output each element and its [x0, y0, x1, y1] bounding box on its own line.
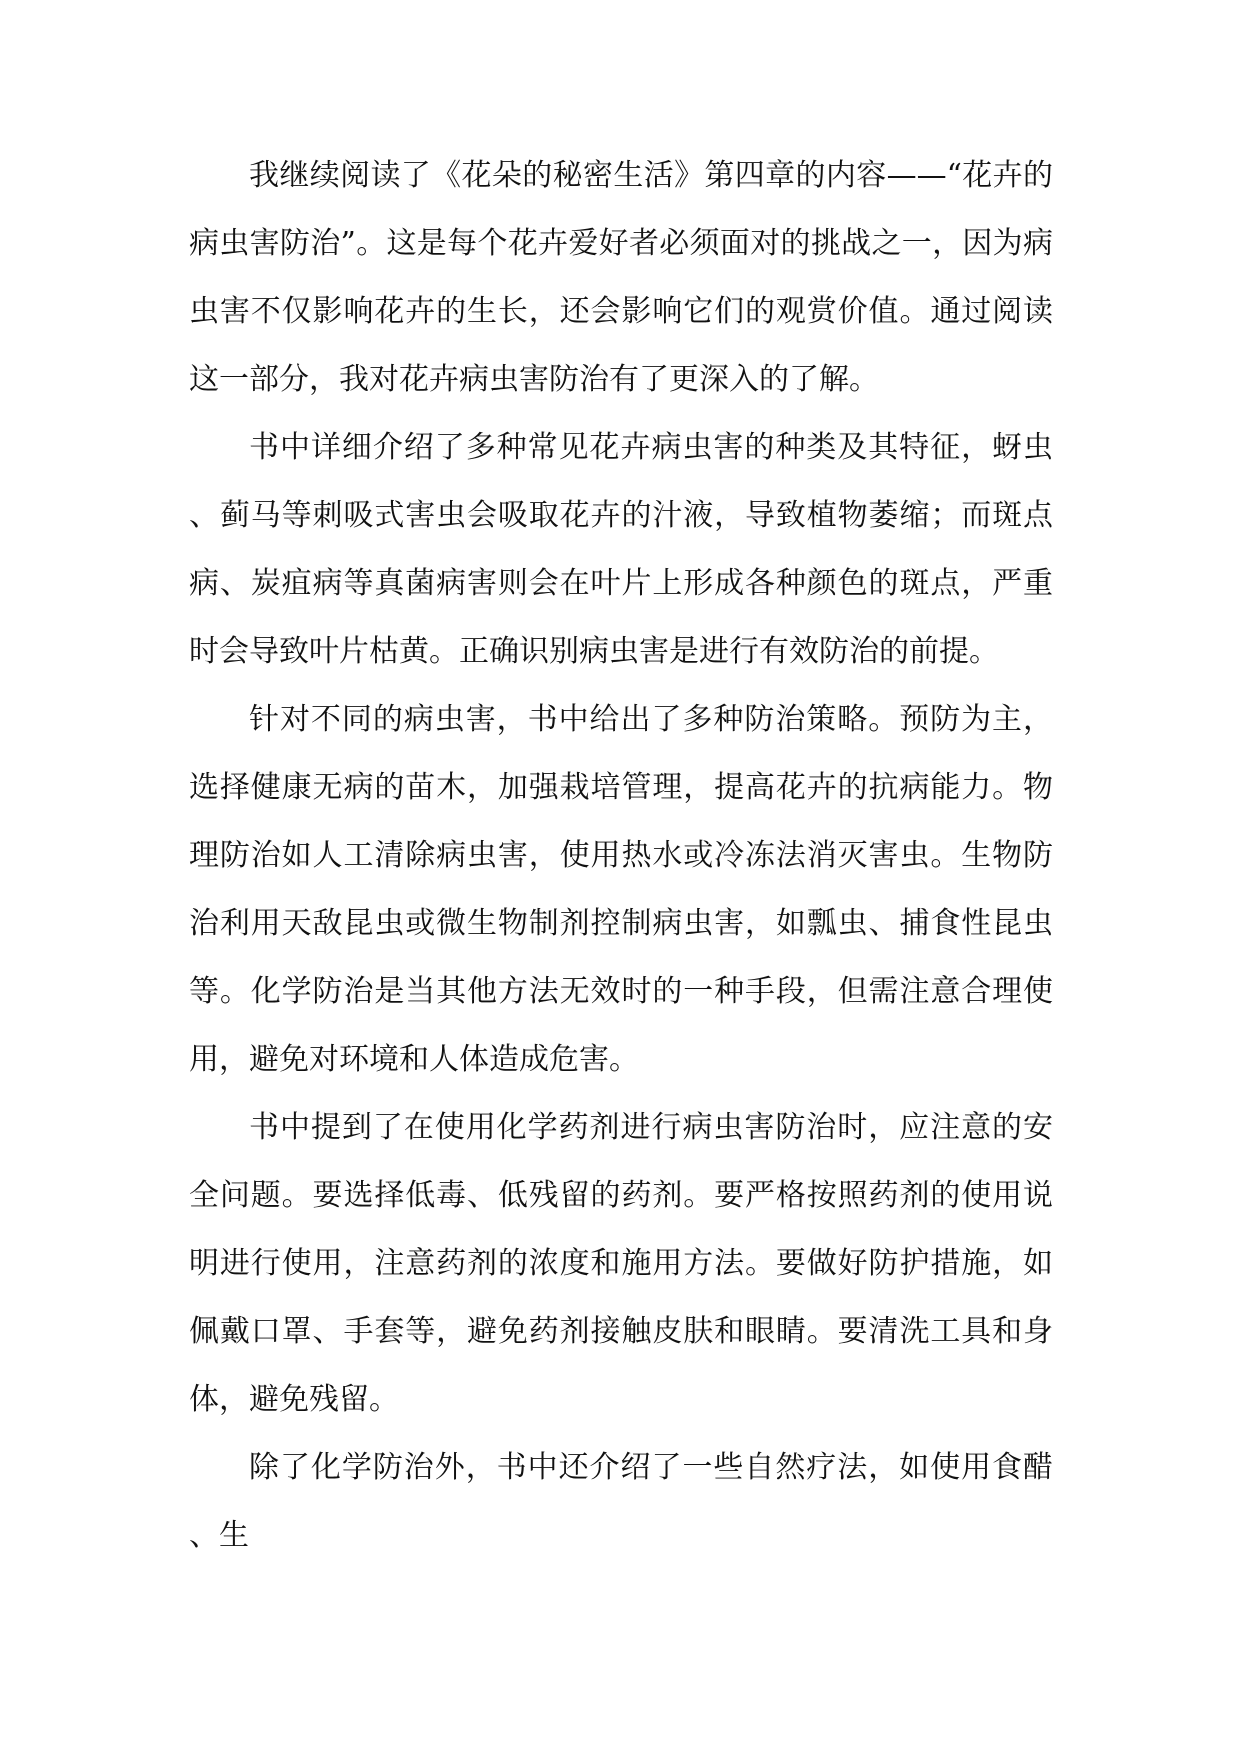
paragraph-1: 我继续阅读了《花朵的秘密生活》第四章的内容——“花卉的病虫害防治”。这是每个花卉爱好者必须面对的挑战之一，因为病虫害不仅影响花卉的生长，还会影响它们的观赏价值。通过阅读这一部分，我对花卉病虫害防治有了更深入的了解。: [189, 158, 1053, 397]
paragraph-3: 针对不同的病虫害，书中给出了多种防治策略。预防为主，选择健康无病的苗木，加强栽培管理，提高花卉的抗病能力。物理防治如人工清除病虫害，使用热水或冷冻法消灭害虫。生物防治利用天敌昆虫或微生物制剂控制病虫害，如瓢虫、捕食性昆虫等。化学防治是当其他方法无效时的一种手段，但需注意合理使用，避免对环境和人体造成危害。: [189, 702, 1053, 1077]
paragraph-5: 除了化学防治外，书中还介绍了一些自然疗法，如使用食醋、生: [189, 1450, 1053, 1553]
document-body: [189, 142, 1053, 1570]
paragraph-4: 书中提到了在使用化学药剂进行病虫害防治时，应注意的安全问题。要选择低毒、低残留的药剂。要严格按照药剂的使用说明进行使用，注意药剂的浓度和施用方法。要做好防护措施，如佩戴口罩、手套等，避免药剂接触皮肤和眼睛。要清洗工具和身体，避免残留。: [189, 1110, 1053, 1417]
paragraph-2: 书中详细介绍了多种常见花卉病虫害的种类及其特征，蚜虫、蓟马等刺吸式害虫会吸取花卉的汁液，导致植物萎缩；而斑点病、炭疽病等真菌病害则会在叶片上形成各种颜色的斑点，严重时会导致叶片枯黄。正确识别病虫害是进行有效防治的前提。: [189, 430, 1053, 669]
